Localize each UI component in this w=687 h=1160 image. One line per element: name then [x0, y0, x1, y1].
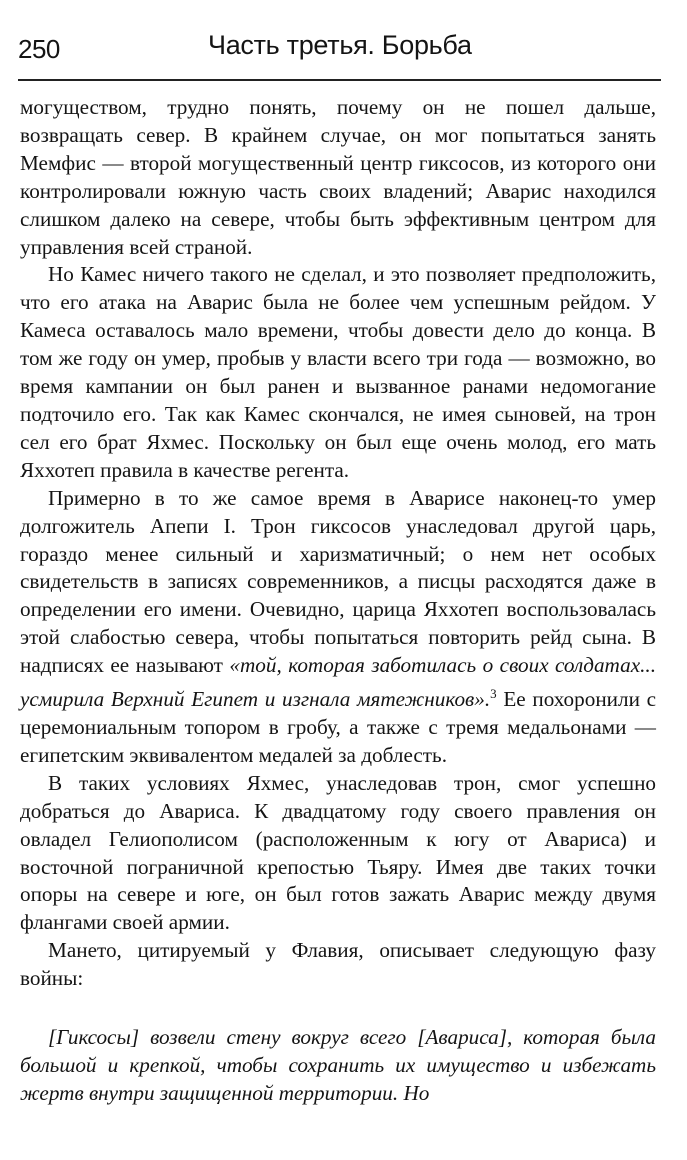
paragraph-2: Но Камес ничего такого не сделал, и это позволяет предположить, что его атака на Аварис была не более чем успешным рейдом. У Камеса оставалось мало времени, чтобы довести дело до конца. В том же году он умер, пробыв у власти всего три года — возможно, во время кампании он был ранен и вызванное ранами недомогание подточило его. Так как Камес скончался, не имея сыновей, на трон сел его брат Яхмес. Поскольку он был еще очень молод, его мать Яххотеп правила в качестве регента.: [20, 262, 656, 482]
paragraph-5: Мането, цитируемый у Флавия, описывает следующую фазу войны:: [20, 938, 656, 991]
page-body: [20, 94, 656, 1107]
paragraph-3-end: Ее похоронили с церемониальным топором в гробу, а также с тремя медальонами — египетским эквивалентом медалей за доблесть.: [20, 687, 657, 767]
header-rule: [18, 79, 661, 81]
footnote-ref: 3: [490, 686, 497, 702]
paragraph-4: В таких условиях Яхмес, унаследовав трон, смог успешно добраться до Авариса. К двадцатому году своего правления он овладел Гелиополисом (расположенным к югу от Авариса) и восточной пограничной крепостью Тьяру. Имея две таких точки опоры на севере и юге, он был готов зажать Аварис между двумя флангами своей армии.: [20, 770, 656, 935]
manetho-quote: [Гиксосы] возвели стену вокруг всего [Авариса], которая была большой и крепкой, чтобы сохранить их имущество и избежать жертв внутри защищенной территории. Но: [20, 1025, 656, 1106]
paragraph-3: [20, 485, 656, 770]
running-title: Часть третья. Борьба: [208, 30, 472, 60]
paragraph-1: могуществом, трудно понять, почему он не пошел дальше, возвращать север. В крайнем случае, он мог попытаться занять Мемфис — второй могущественный центр гиксосов, из которого они контролировали южную часть своих владений; Аварис находился слишком далеко на севере, чтобы быть эффективным центром для управления всей страной.: [20, 95, 656, 259]
page-number: 250: [18, 34, 60, 64]
inscription-quote: «той, которая заботилась о своих солдатах... усмирила Верхний Египет и изгнала мятежников».: [20, 653, 656, 712]
paragraph-3-start: Примерно в то же самое время в Аварисе наконец-то умер долгожитель Апепи I. Трон гиксосов унаследовал другой царь, гораздо менее сильный и харизматичный; о нем нет особых свидетельств в записях современников, а писцы расходятся даже в определении его имени. Очевидно, царица Яххотеп воспользовалась этой слабостью севера, чтобы попытаться повторить рейд сына. В надписях ее называют: [20, 485, 656, 678]
page-header: [18, 22, 661, 72]
